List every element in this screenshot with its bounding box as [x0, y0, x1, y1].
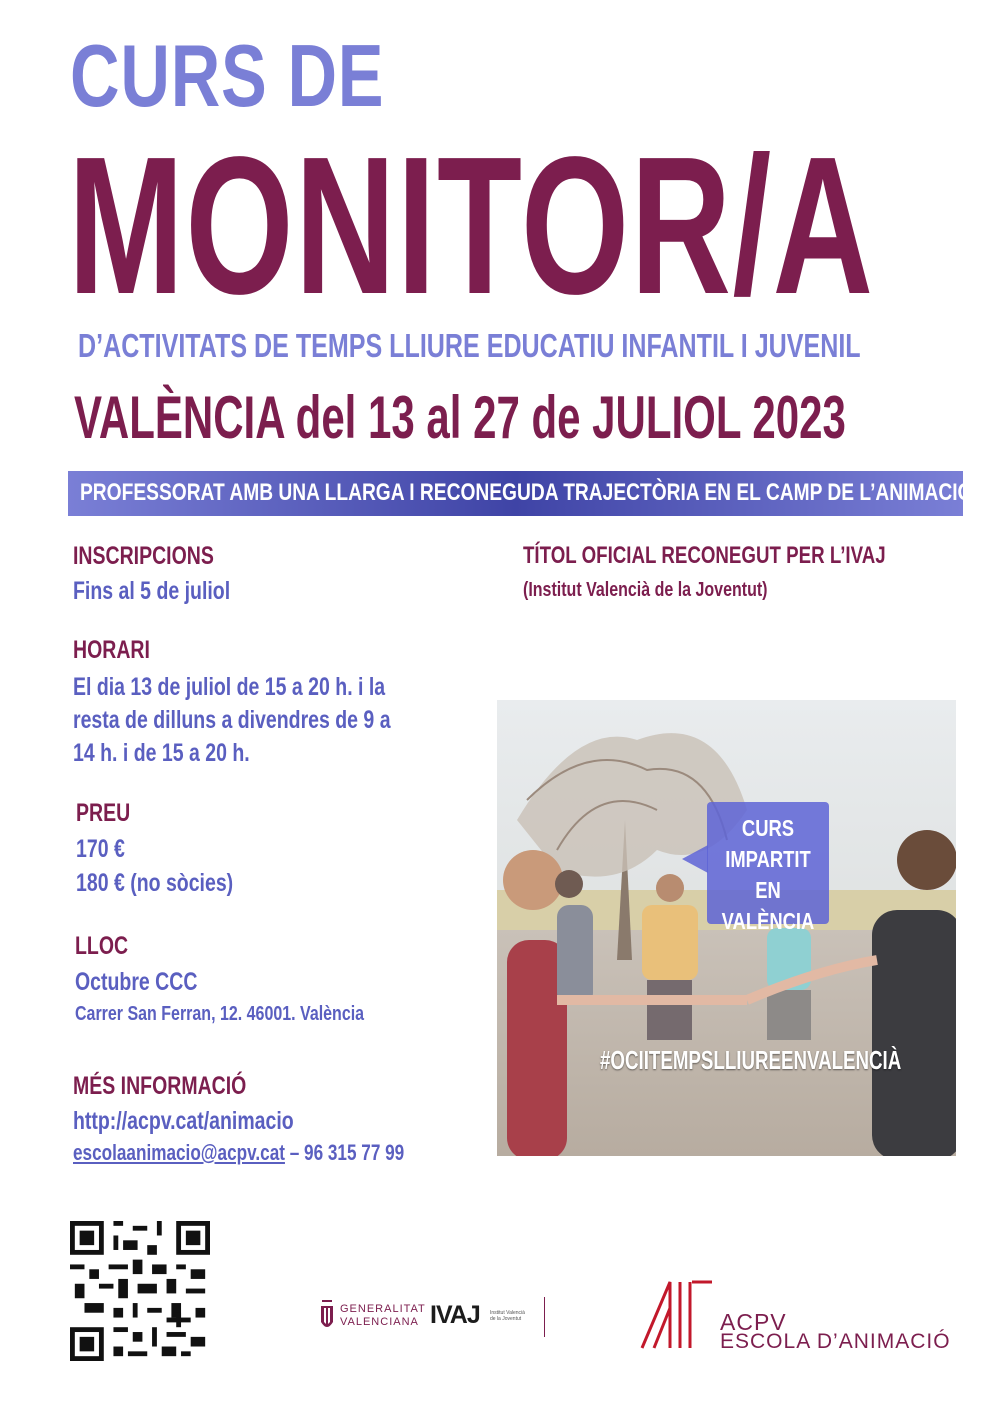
acpv-school-name: ESCOLA D’ANIMACIÓ — [720, 1330, 951, 1353]
horari-line-3: 14 h. i de 15 a 20 h. — [73, 739, 250, 767]
title-main: MONITOR/A — [68, 116, 875, 335]
price-non-member: 180 € (no sòcies) — [76, 869, 234, 897]
lloc-title: LLOC — [75, 932, 129, 960]
inscripcions-text: Fins al 5 de juliol — [73, 577, 231, 605]
titol-text: (Institut Valencià de la Joventut) — [523, 579, 768, 601]
bubble-line-1: CURS — [741, 815, 795, 841]
gva-line-1: GENERALITAT — [340, 1303, 426, 1315]
generalitat-emblem-icon — [318, 1296, 336, 1336]
horari-line-1: El dia 13 de juliol de 15 a 20 h. i la — [73, 673, 386, 701]
acpv-name: ACPV — [720, 1309, 787, 1335]
ivaj-sub-line-1: Institut Valencià — [490, 1310, 525, 1316]
preu-title: PREU — [76, 799, 131, 827]
price-member: 170 € — [76, 835, 125, 863]
horari-line-2: resta de dilluns a divendres de 9 a — [73, 706, 391, 734]
hashtag: #OCIITEMPSLLIUREENVALENCIÀ — [600, 1045, 902, 1075]
ivaj-logo: IVAJ — [430, 1301, 480, 1329]
acpv-logo-icon — [640, 1278, 715, 1350]
info-title: MÉS INFORMACIÓ — [73, 1072, 247, 1100]
speech-bubble-text — [719, 813, 817, 937]
venue-address: Carrer San Ferran, 12. 46001. València — [75, 1003, 365, 1025]
info-url-link[interactable]: http://acpv.cat/animacio — [73, 1107, 294, 1135]
qr-code[interactable] — [70, 1221, 210, 1361]
subtitle: D’ACTIVITATS DE TEMPS LLIURE EDUCATIU INFANTIL I JUVENIL — [78, 327, 861, 364]
ivaj-sub-line-2: de la Joventut — [490, 1316, 522, 1322]
email-link[interactable]: escolaanimacio@acpv.cat — [73, 1140, 285, 1165]
phone-number: – 96 315 77 99 — [284, 1140, 405, 1165]
title-line-1: CURS DE — [70, 26, 385, 125]
ivaj-logo-subtext — [490, 1310, 525, 1322]
bubble-line-3: VALÈNCIA — [721, 908, 815, 934]
dates-heading: VALÈNCIA del 13 al 27 de JULIOL 2023 — [74, 384, 846, 451]
banner-text: PROFESSORAT AMB UNA LLARGA I RECONEGUDA TRAJECTÒRIA EN EL CAMP DE L’ANIMACIÓ — [80, 479, 973, 506]
contact-line — [73, 1142, 404, 1164]
gva-line-2: VALENCIANA — [340, 1316, 419, 1328]
speech-bubble-tail — [682, 845, 708, 873]
logo-divider — [544, 1297, 545, 1337]
horari-title: HORARI — [73, 636, 150, 664]
venue-name: Octubre CCC — [75, 968, 198, 996]
titol-title: TÍTOL OFICIAL RECONEGUT PER L’IVAJ — [523, 542, 886, 569]
bubble-line-2: IMPARTIT EN — [725, 846, 811, 903]
inscripcions-title: INSCRIPCIONS — [73, 542, 214, 570]
generalitat-logo-text — [340, 1303, 426, 1329]
